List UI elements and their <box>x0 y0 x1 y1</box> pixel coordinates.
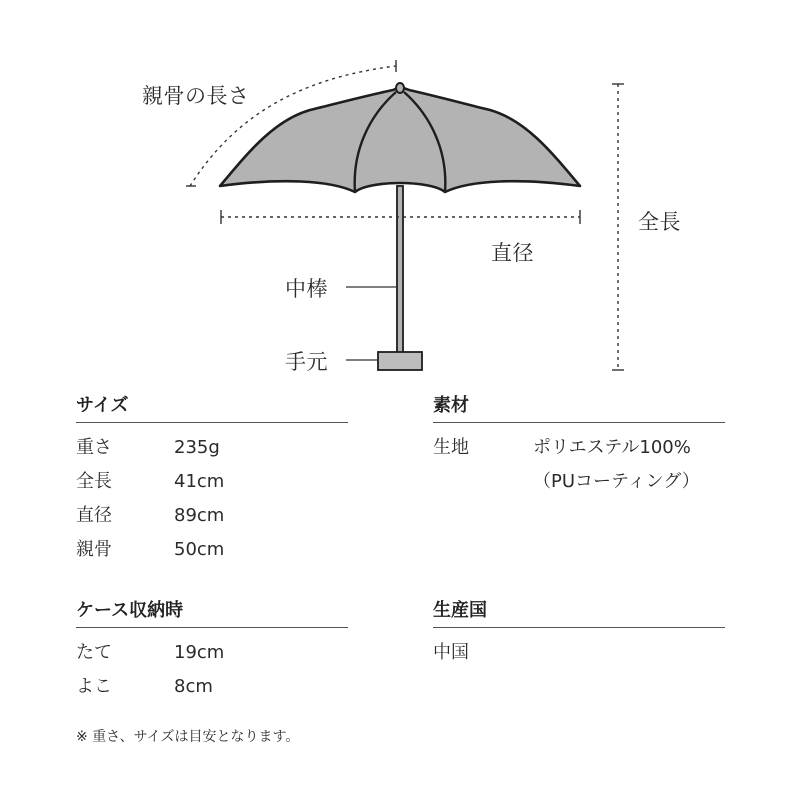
footnote: ※ 重さ、サイズは目安となります。 <box>76 729 300 745</box>
spec-row-diameter <box>76 499 348 533</box>
spec-label: たて <box>76 642 112 663</box>
spec-value: 50cm <box>174 539 225 560</box>
material-section <box>433 392 725 499</box>
umbrella-canopy <box>220 88 580 192</box>
origin-section-title: 生産国 <box>433 600 487 621</box>
spec-value: 8cm <box>174 676 213 697</box>
case-section <box>76 597 348 704</box>
spec-label: 親骨 <box>76 539 112 560</box>
spec-label: 重さ <box>76 437 112 458</box>
spec-label: よこ <box>76 676 112 697</box>
spec-row-case-width <box>76 670 348 704</box>
spec-value: 41cm <box>174 471 225 492</box>
case-section-divider <box>76 627 348 628</box>
spec-row-fabric <box>433 431 725 499</box>
spec-value <box>533 431 700 499</box>
fabric-value-line-2: （PUコーティング） <box>533 471 700 492</box>
total-length-label: 全長 <box>638 210 681 234</box>
spec-label: 全長 <box>76 471 112 492</box>
umbrella-handle <box>378 352 422 370</box>
origin-section-divider <box>433 627 725 628</box>
size-section <box>76 392 348 567</box>
origin-section <box>433 597 725 670</box>
material-section-divider <box>433 422 725 423</box>
spec-value: 中国 <box>433 642 469 663</box>
shaft-label: 中棒 <box>285 277 328 301</box>
material-section-title: 素材 <box>433 395 469 416</box>
spec-row-total-length <box>76 465 348 499</box>
diameter-label: 直径 <box>491 241 534 265</box>
spec-value: 19cm <box>174 642 225 663</box>
umbrella-illustration <box>0 0 800 380</box>
size-section-divider <box>76 422 348 423</box>
spec-row-origin <box>433 636 725 670</box>
umbrella-diagram <box>0 0 800 380</box>
spec-row-case-height <box>76 636 348 670</box>
spec-value: 235g <box>174 437 220 458</box>
spec-row-weight <box>76 431 348 465</box>
rib-length-label: 親骨の長さ <box>142 84 250 108</box>
fabric-value-line-1: ポリエステル100% <box>533 437 691 458</box>
spec-row-rib-length <box>76 533 348 567</box>
size-section-title: サイズ <box>76 395 129 416</box>
case-section-title: ケース収納時 <box>76 600 184 621</box>
spec-label: 直径 <box>76 505 112 526</box>
handle-label: 手元 <box>285 350 328 374</box>
spec-value: 89cm <box>174 505 225 526</box>
umbrella-shaft <box>397 186 403 354</box>
spec-label: 生地 <box>433 437 469 458</box>
